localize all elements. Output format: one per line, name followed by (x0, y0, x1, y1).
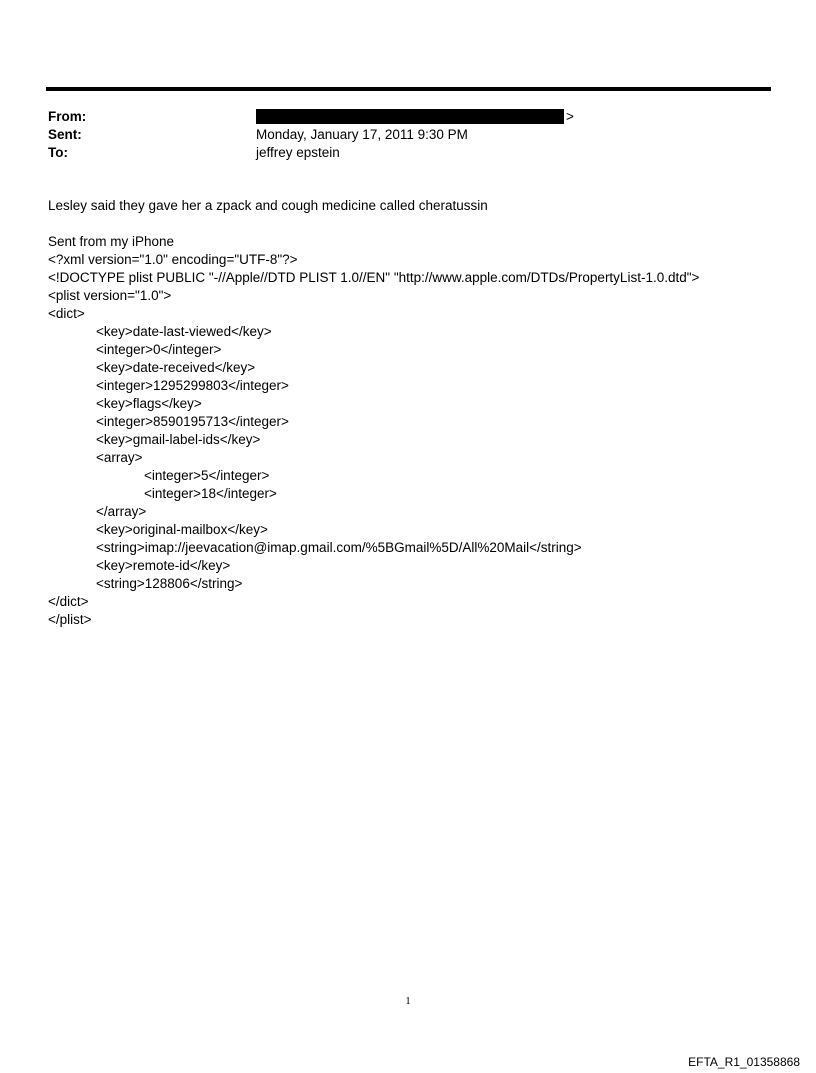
sent-label: Sent: (48, 127, 82, 142)
page-number: 1 (405, 995, 411, 1007)
xml-line: <key>date-received</key> (96, 360, 256, 375)
from-label: From: (48, 109, 87, 124)
to-label: To: (48, 145, 68, 160)
xml-line: <key>gmail-label-ids</key> (96, 432, 261, 447)
xml-line: <dict> (48, 306, 85, 321)
xml-line: <plist version="1.0"> (48, 288, 172, 303)
signature-text: Sent from my iPhone (48, 234, 175, 249)
xml-line: <integer>18</integer> (144, 486, 277, 501)
blank-line (48, 215, 788, 233)
xml-line: <key>original-mailbox</key> (96, 522, 268, 537)
xml-line: <integer>8590195713</integer> (96, 414, 289, 429)
xml-line: </dict> (48, 594, 89, 609)
xml-line: <key>flags</key> (96, 396, 202, 411)
xml-line: <key>date-last-viewed</key> (96, 324, 272, 339)
document-id: EFTA_R1_01358868 (688, 1055, 800, 1069)
xml-line: <string>imap://jeevacation@imap.gmail.com/%5BGmail%5D/All%20Mail</string> (96, 540, 582, 555)
header-rule (46, 87, 771, 91)
email-body (48, 197, 788, 629)
xml-line: <string>128806</string> (96, 576, 243, 591)
message-text: Lesley said they gave her a zpack and cough medicine called cheratussin (48, 198, 488, 213)
xml-line: <?xml version="1.0" encoding="UTF-8"?> (48, 252, 298, 267)
xml-line: </array> (96, 504, 147, 519)
xml-line: <!DOCTYPE plist PUBLIC "-//Apple//DTD PLIST 1.0//EN" "http://www.apple.com/DTDs/PropertyList-1.0.dtd"> (48, 270, 700, 285)
sent-value: Monday, January 17, 2011 9:30 PM (256, 127, 468, 142)
xml-line: </plist> (48, 612, 92, 627)
xml-line: <integer>5</integer> (144, 468, 270, 483)
xml-line: <integer>0</integer> (96, 342, 222, 357)
to-value: jeffrey epstein (256, 145, 340, 160)
xml-line: <integer>1295299803</integer> (96, 378, 289, 393)
redaction-block (256, 109, 564, 124)
from-value-suffix: > (566, 109, 574, 124)
xml-line: <array> (96, 450, 143, 465)
xml-line: <key>remote-id</key> (96, 558, 231, 573)
